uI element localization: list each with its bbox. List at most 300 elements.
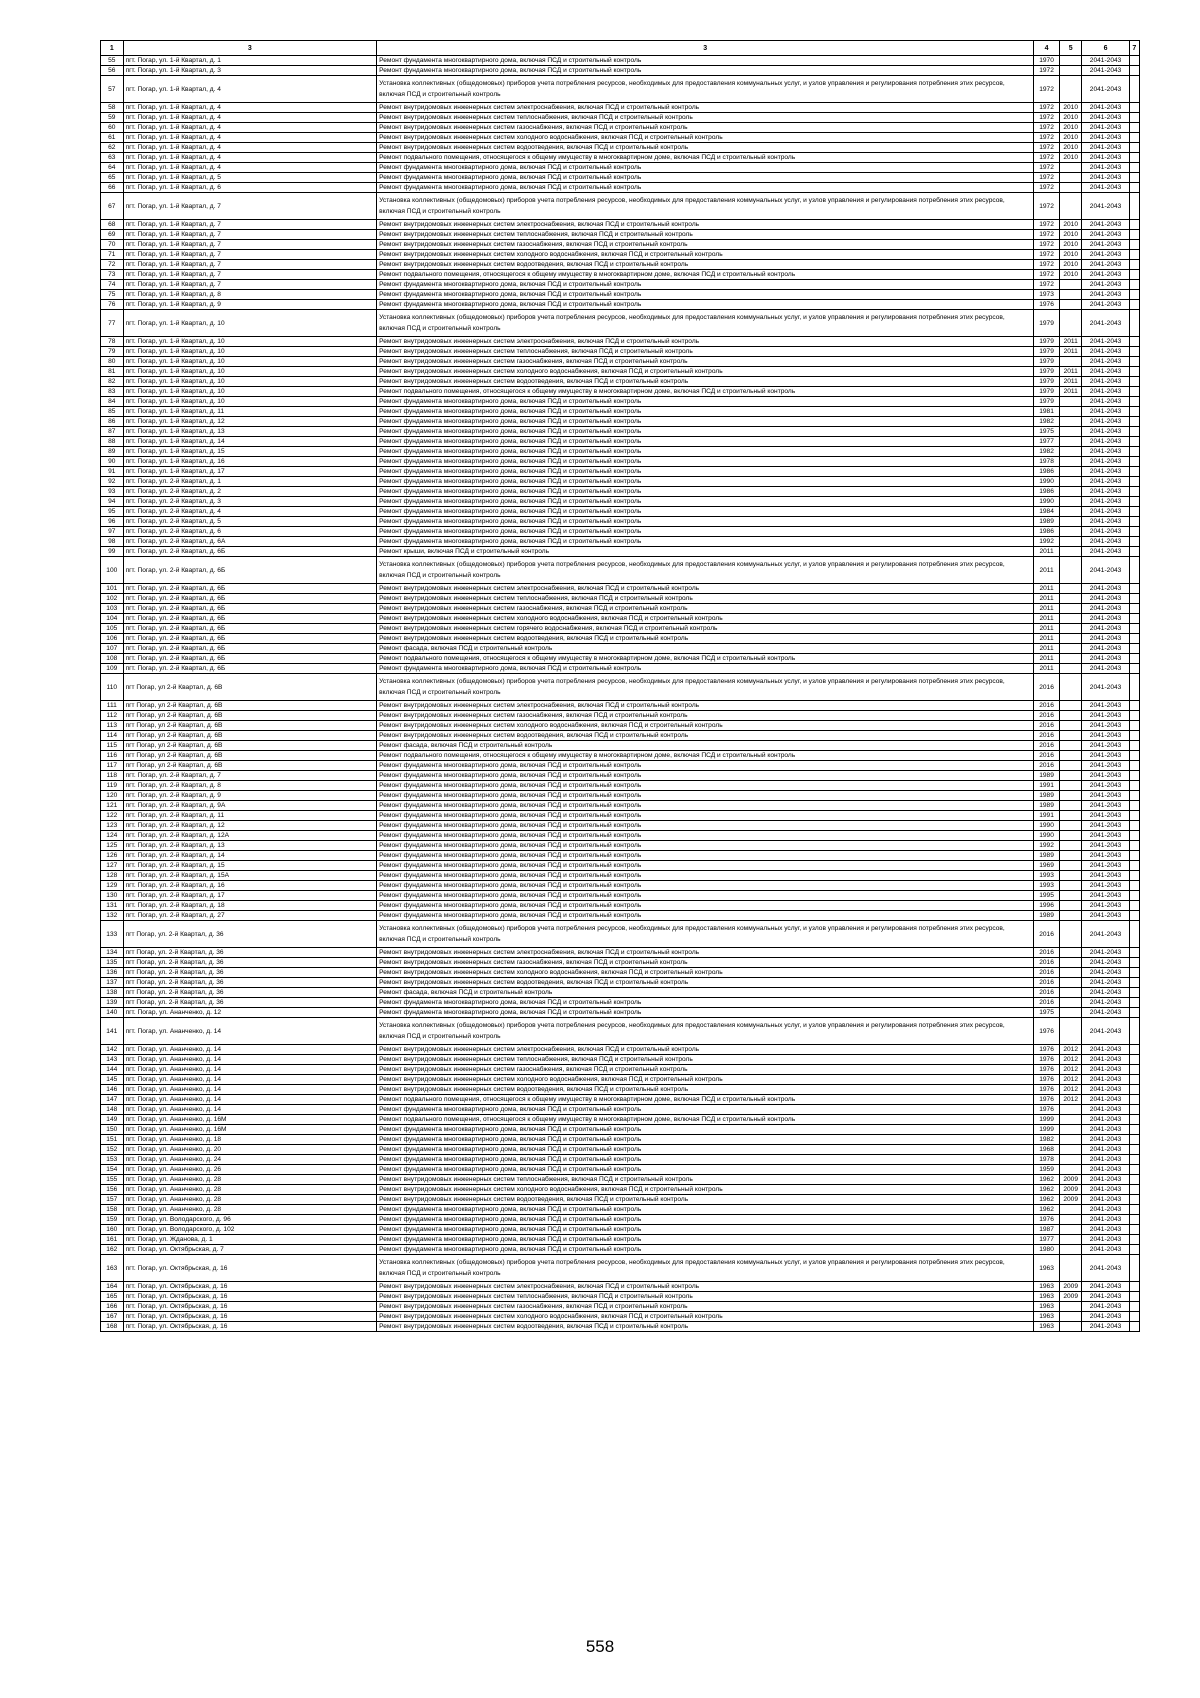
work-type-cell: Ремонт фундамента многоквартирного дома, включая ПСД и строительный контроль xyxy=(377,497,1034,507)
empty-cell xyxy=(1129,901,1139,911)
table-row xyxy=(101,300,1140,310)
year-last-repair-cell xyxy=(1059,1155,1082,1165)
row-number: 142 xyxy=(101,1045,124,1055)
work-type-cell: Ремонт внутридомовых инженерных систем холодного водоснабжения, включая ПСД и строительный контроль xyxy=(377,367,1034,377)
year-last-repair-cell: 2010 xyxy=(1059,260,1082,270)
year-built-cell: 1970 xyxy=(1034,56,1060,66)
work-type-cell: Ремонт фундамента многоквартирного дома, включая ПСД и строительный контроль xyxy=(377,487,1034,497)
year-built-cell: 1977 xyxy=(1034,1235,1060,1245)
empty-cell xyxy=(1129,76,1139,103)
year-last-repair-cell: 2009 xyxy=(1059,1292,1082,1302)
row-number: 153 xyxy=(101,1155,124,1165)
planned-period-cell: 2041-2043 xyxy=(1082,193,1129,220)
year-built-cell: 1972 xyxy=(1034,113,1060,123)
year-built-cell: 1972 xyxy=(1034,173,1060,183)
year-built-cell: 1976 xyxy=(1034,1085,1060,1095)
row-number: 84 xyxy=(101,397,124,407)
work-type-cell: Ремонт внутридомовых инженерных систем теплоснабжения, включая ПСД и строительный контроль xyxy=(377,113,1034,123)
planned-period-cell: 2041-2043 xyxy=(1082,1205,1129,1215)
row-number: 112 xyxy=(101,711,124,721)
year-last-repair-cell: 2012 xyxy=(1059,1085,1082,1095)
year-built-cell: 1972 xyxy=(1034,183,1060,193)
year-built-cell: 1972 xyxy=(1034,163,1060,173)
address-cell: пгт. Погар, ул. 1-й Квартал, д. 7 xyxy=(123,240,377,250)
planned-period-cell: 2041-2043 xyxy=(1082,1008,1129,1018)
empty-cell xyxy=(1129,270,1139,280)
table-row xyxy=(101,801,1140,811)
year-last-repair-cell xyxy=(1059,290,1082,300)
empty-cell xyxy=(1129,1215,1139,1225)
document-sheet xyxy=(100,40,1140,1332)
empty-cell xyxy=(1129,220,1139,230)
empty-cell xyxy=(1129,821,1139,831)
year-last-repair-cell xyxy=(1059,701,1082,711)
address-cell: пгт Погар, ул 2-й Квартал, д. 6В xyxy=(123,721,377,731)
planned-period-cell: 2041-2043 xyxy=(1082,901,1129,911)
table-row xyxy=(101,387,1140,397)
year-last-repair-cell xyxy=(1059,721,1082,731)
empty-cell xyxy=(1129,183,1139,193)
address-cell: пгт. Погар, ул. 2-й Квартал, д. 7 xyxy=(123,771,377,781)
planned-period-cell: 2041-2043 xyxy=(1082,1055,1129,1065)
empty-cell xyxy=(1129,240,1139,250)
table-row xyxy=(101,1195,1140,1205)
address-cell: пгт. Погар, ул. Ананченко, д. 14 xyxy=(123,1065,377,1075)
empty-cell xyxy=(1129,280,1139,290)
row-number: 138 xyxy=(101,988,124,998)
empty-cell xyxy=(1129,387,1139,397)
table-row xyxy=(101,193,1140,220)
work-type-cell: Ремонт внутридомовых инженерных систем электроснабжения, включая ПСД и строительный контроль xyxy=(377,1282,1034,1292)
address-cell: пгт. Погар, ул. 1-й Квартал, д. 11 xyxy=(123,407,377,417)
table-row xyxy=(101,103,1140,113)
year-built-cell: 1972 xyxy=(1034,250,1060,260)
empty-cell xyxy=(1129,614,1139,624)
work-type-cell: Ремонт внутридомовых инженерных систем газоснабжения, включая ПСД и строительный контроль xyxy=(377,958,1034,968)
table-row xyxy=(101,654,1140,664)
row-number: 133 xyxy=(101,921,124,948)
year-built-cell: 2011 xyxy=(1034,584,1060,594)
empty-cell xyxy=(1129,547,1139,557)
empty-cell xyxy=(1129,741,1139,751)
year-built-cell: 1991 xyxy=(1034,781,1060,791)
planned-period-cell: 2041-2043 xyxy=(1082,437,1129,447)
planned-period-cell: 2041-2043 xyxy=(1082,497,1129,507)
year-built-cell: 2016 xyxy=(1034,978,1060,988)
planned-period-cell: 2041-2043 xyxy=(1082,417,1129,427)
address-cell: пгт. Погар, ул. Ананченко, д. 24 xyxy=(123,1155,377,1165)
table-row xyxy=(101,841,1140,851)
year-built-cell: 1962 xyxy=(1034,1195,1060,1205)
address-cell: пгт. Погар, ул. 1-й Квартал, д. 4 xyxy=(123,76,377,103)
row-number: 70 xyxy=(101,240,124,250)
row-number: 72 xyxy=(101,260,124,270)
work-type-cell: Ремонт фундамента многоквартирного дома, включая ПСД и строительный контроль xyxy=(377,1215,1034,1225)
table-row xyxy=(101,527,1140,537)
table-row xyxy=(101,1292,1140,1302)
row-number: 76 xyxy=(101,300,124,310)
empty-cell xyxy=(1129,517,1139,527)
year-built-cell: 1982 xyxy=(1034,417,1060,427)
empty-cell xyxy=(1129,761,1139,771)
header-cell: 1 xyxy=(101,41,124,56)
year-last-repair-cell xyxy=(1059,1322,1082,1332)
work-type-cell: Ремонт внутридомовых инженерных систем газоснабжения, включая ПСД и строительный контроль xyxy=(377,123,1034,133)
row-number: 154 xyxy=(101,1165,124,1175)
year-built-cell: 2011 xyxy=(1034,547,1060,557)
row-number: 105 xyxy=(101,624,124,634)
work-type-cell: Ремонт фундамента многоквартирного дома, включая ПСД и строительный контроль xyxy=(377,397,1034,407)
year-built-cell: 1959 xyxy=(1034,1165,1060,1175)
row-number: 165 xyxy=(101,1292,124,1302)
empty-cell xyxy=(1129,300,1139,310)
year-last-repair-cell xyxy=(1059,527,1082,537)
year-last-repair-cell xyxy=(1059,163,1082,173)
year-built-cell: 2011 xyxy=(1034,634,1060,644)
work-type-cell: Ремонт внутридомовых инженерных систем горячего водоснабжения, включая ПСД и строительный контроль xyxy=(377,624,1034,634)
year-last-repair-cell xyxy=(1059,594,1082,604)
year-last-repair-cell: 2009 xyxy=(1059,1175,1082,1185)
year-last-repair-cell xyxy=(1059,584,1082,594)
empty-cell xyxy=(1129,594,1139,604)
work-type-cell: Ремонт внутридомовых инженерных систем холодного водоснабжения, включая ПСД и строительный контроль xyxy=(377,1185,1034,1195)
empty-cell xyxy=(1129,397,1139,407)
table-row xyxy=(101,978,1140,988)
row-number: 69 xyxy=(101,230,124,240)
planned-period-cell: 2041-2043 xyxy=(1082,604,1129,614)
work-type-cell: Ремонт внутридомовых инженерных систем теплоснабжения, включая ПСД и строительный контроль xyxy=(377,347,1034,357)
year-built-cell: 2011 xyxy=(1034,664,1060,674)
row-number: 78 xyxy=(101,337,124,347)
empty-cell xyxy=(1129,1145,1139,1155)
empty-cell xyxy=(1129,407,1139,417)
year-last-repair-cell xyxy=(1059,357,1082,367)
year-built-cell: 2011 xyxy=(1034,557,1060,584)
work-type-cell: Ремонт фундамента многоквартирного дома, включая ПСД и строительный контроль xyxy=(377,771,1034,781)
table-row xyxy=(101,407,1140,417)
empty-cell xyxy=(1129,624,1139,634)
row-number: 97 xyxy=(101,527,124,537)
address-cell: пгт. Погар, ул. 2-й Квартал, д. 12 xyxy=(123,821,377,831)
planned-period-cell: 2041-2043 xyxy=(1082,1215,1129,1225)
row-number: 59 xyxy=(101,113,124,123)
work-type-cell: Ремонт фундамента многоквартирного дома, включая ПСД и строительный контроль xyxy=(377,467,1034,477)
row-number: 109 xyxy=(101,664,124,674)
row-number: 118 xyxy=(101,771,124,781)
work-type-cell: Ремонт внутридомовых инженерных систем электроснабжения, включая ПСД и строительный контроль xyxy=(377,701,1034,711)
empty-cell xyxy=(1129,1055,1139,1065)
address-cell: пгт. Погар, ул. 1-й Квартал, д. 9 xyxy=(123,300,377,310)
table-row xyxy=(101,123,1140,133)
year-built-cell: 1978 xyxy=(1034,457,1060,467)
year-last-repair-cell xyxy=(1059,674,1082,701)
table-row xyxy=(101,1312,1140,1322)
year-last-repair-cell: 2012 xyxy=(1059,1065,1082,1075)
planned-period-cell: 2041-2043 xyxy=(1082,1195,1129,1205)
year-built-cell: 1992 xyxy=(1034,537,1060,547)
work-type-cell: Ремонт фундамента многоквартирного дома, включая ПСД и строительный контроль xyxy=(377,881,1034,891)
year-last-repair-cell xyxy=(1059,654,1082,664)
row-number: 158 xyxy=(101,1205,124,1215)
work-type-cell: Ремонт фасада, включая ПСД и строительный контроль xyxy=(377,741,1034,751)
empty-cell xyxy=(1129,871,1139,881)
year-last-repair-cell xyxy=(1059,781,1082,791)
address-cell: пгт Погар, ул. 2-й Квартал, д. 36 xyxy=(123,948,377,958)
address-cell: пгт. Погар, ул. 2-й Квартал, д. 6 xyxy=(123,527,377,537)
work-type-cell: Ремонт фундамента многоквартирного дома, включая ПСД и строительный контроль xyxy=(377,173,1034,183)
year-built-cell: 1982 xyxy=(1034,447,1060,457)
empty-cell xyxy=(1129,644,1139,654)
work-type-cell: Ремонт внутридомовых инженерных систем электроснабжения, включая ПСД и строительный контроль xyxy=(377,584,1034,594)
page-number: 558 xyxy=(585,1637,615,1656)
year-last-repair-cell xyxy=(1059,664,1082,674)
year-last-repair-cell xyxy=(1059,998,1082,1008)
table-row xyxy=(101,771,1140,781)
planned-period-cell: 2041-2043 xyxy=(1082,113,1129,123)
work-type-cell: Ремонт фундамента многоквартирного дома, включая ПСД и строительный контроль xyxy=(377,791,1034,801)
row-number: 85 xyxy=(101,407,124,417)
empty-cell xyxy=(1129,437,1139,447)
table-row xyxy=(101,1085,1140,1095)
year-last-repair-cell xyxy=(1059,761,1082,771)
planned-period-cell: 2041-2043 xyxy=(1082,751,1129,761)
year-built-cell: 1973 xyxy=(1034,290,1060,300)
planned-period-cell: 2041-2043 xyxy=(1082,143,1129,153)
year-built-cell: 1979 xyxy=(1034,310,1060,337)
address-cell: пгт. Погар, ул. Володарского, д. 96 xyxy=(123,1215,377,1225)
table-row xyxy=(101,557,1140,584)
table-row xyxy=(101,1115,1140,1125)
year-last-repair-cell xyxy=(1059,1245,1082,1255)
table-row xyxy=(101,377,1140,387)
year-last-repair-cell xyxy=(1059,1225,1082,1235)
year-last-repair-cell xyxy=(1059,487,1082,497)
year-last-repair-cell xyxy=(1059,477,1082,487)
empty-cell xyxy=(1129,417,1139,427)
header-cell: 4 xyxy=(1034,41,1060,56)
address-cell: пгт. Погар, ул. 1-й Квартал, д. 10 xyxy=(123,337,377,347)
year-last-repair-cell xyxy=(1059,948,1082,958)
row-number: 98 xyxy=(101,537,124,547)
empty-cell xyxy=(1129,230,1139,240)
year-last-repair-cell xyxy=(1059,1255,1082,1282)
empty-cell xyxy=(1129,831,1139,841)
row-number: 139 xyxy=(101,998,124,1008)
year-built-cell: 1979 xyxy=(1034,337,1060,347)
work-type-cell: Ремонт фундамента многоквартирного дома, включая ПСД и строительный контроль xyxy=(377,781,1034,791)
empty-cell xyxy=(1129,731,1139,741)
empty-cell xyxy=(1129,507,1139,517)
planned-period-cell: 2041-2043 xyxy=(1082,507,1129,517)
planned-period-cell: 2041-2043 xyxy=(1082,634,1129,644)
work-type-cell: Ремонт фундамента многоквартирного дома, включая ПСД и строительный контроль xyxy=(377,1105,1034,1115)
table-row xyxy=(101,1018,1140,1045)
row-number: 149 xyxy=(101,1115,124,1125)
work-type-cell: Ремонт внутридомовых инженерных систем водоотведения, включая ПСД и строительный контроль xyxy=(377,634,1034,644)
row-number: 90 xyxy=(101,457,124,467)
year-last-repair-cell xyxy=(1059,56,1082,66)
address-cell: пгт. Погар, ул. 2-й Квартал, д. 18 xyxy=(123,901,377,911)
work-type-cell: Ремонт внутридомовых инженерных систем водоотведения, включая ПСД и строительный контроль xyxy=(377,1322,1034,1332)
planned-period-cell: 2041-2043 xyxy=(1082,1322,1129,1332)
table-row xyxy=(101,811,1140,821)
row-number: 81 xyxy=(101,367,124,377)
year-last-repair-cell xyxy=(1059,634,1082,644)
address-cell: пгт. Погар, ул. 2-й Квартал, д. 6Б xyxy=(123,624,377,634)
empty-cell xyxy=(1129,811,1139,821)
year-last-repair-cell xyxy=(1059,958,1082,968)
address-cell: пгт. Погар, ул. 1-й Квартал, д. 3 xyxy=(123,66,377,76)
planned-period-cell: 2041-2043 xyxy=(1082,220,1129,230)
empty-cell xyxy=(1129,1075,1139,1085)
work-type-cell: Ремонт фундамента многоквартирного дома, включая ПСД и строительный контроль xyxy=(377,437,1034,447)
address-cell: пгт Погар, ул 2-й Квартал, д. 6В xyxy=(123,674,377,701)
year-built-cell: 1972 xyxy=(1034,66,1060,76)
empty-cell xyxy=(1129,1018,1139,1045)
address-cell: пгт. Погар, ул. 2-й Квартал, д. 4 xyxy=(123,507,377,517)
table-row xyxy=(101,1215,1140,1225)
year-last-repair-cell xyxy=(1059,1165,1082,1175)
address-cell: пгт. Погар, ул. 2-й Квартал, д. 8 xyxy=(123,781,377,791)
year-built-cell: 1984 xyxy=(1034,507,1060,517)
address-cell: пгт. Погар, ул. Ананченко, д. 14 xyxy=(123,1105,377,1115)
table-row xyxy=(101,821,1140,831)
work-type-cell: Ремонт фундамента многоквартирного дома, включая ПСД и строительный контроль xyxy=(377,183,1034,193)
work-type-cell: Ремонт фундамента многоквартирного дома, включая ПСД и строительный контроль xyxy=(377,851,1034,861)
address-cell: пгт. Погар, ул. 1-й Квартал, д. 12 xyxy=(123,417,377,427)
empty-cell xyxy=(1129,1008,1139,1018)
row-number: 106 xyxy=(101,634,124,644)
year-last-repair-cell: 2009 xyxy=(1059,1195,1082,1205)
address-cell: пгт. Погар, ул. 1-й Квартал, д. 15 xyxy=(123,447,377,457)
empty-cell xyxy=(1129,968,1139,978)
row-number: 146 xyxy=(101,1085,124,1095)
empty-cell xyxy=(1129,801,1139,811)
planned-period-cell: 2041-2043 xyxy=(1082,1115,1129,1125)
table-row xyxy=(101,113,1140,123)
row-number: 136 xyxy=(101,968,124,978)
table-row xyxy=(101,1282,1140,1292)
empty-cell xyxy=(1129,881,1139,891)
table-row xyxy=(101,851,1140,861)
address-cell: пгт. Погар, ул. 2-й Квартал, д. 17 xyxy=(123,891,377,901)
work-type-cell: Ремонт внутридомовых инженерных систем теплоснабжения, включая ПСД и строительный контроль xyxy=(377,1292,1034,1302)
work-type-cell: Ремонт внутридомовых инженерных систем электроснабжения, включая ПСД и строительный контроль xyxy=(377,220,1034,230)
year-built-cell: 1975 xyxy=(1034,1008,1060,1018)
year-built-cell: 1982 xyxy=(1034,1135,1060,1145)
planned-period-cell: 2041-2043 xyxy=(1082,781,1129,791)
empty-cell xyxy=(1129,347,1139,357)
planned-period-cell: 2041-2043 xyxy=(1082,527,1129,537)
address-cell: пгт. Погар, ул. 1-й Квартал, д. 4 xyxy=(123,123,377,133)
work-type-cell: Ремонт внутридомовых инженерных систем холодного водоснабжения, включая ПСД и строительный контроль xyxy=(377,968,1034,978)
address-cell: пгт Погар, ул. 2-й Квартал, д. 36 xyxy=(123,998,377,1008)
address-cell: пгт. Погар, ул. Октябрьская, д. 16 xyxy=(123,1255,377,1282)
year-last-repair-cell xyxy=(1059,841,1082,851)
planned-period-cell: 2041-2043 xyxy=(1082,310,1129,337)
planned-period-cell: 2041-2043 xyxy=(1082,240,1129,250)
table-row xyxy=(101,1225,1140,1235)
empty-cell xyxy=(1129,781,1139,791)
planned-period-cell: 2041-2043 xyxy=(1082,270,1129,280)
row-number: 75 xyxy=(101,290,124,300)
planned-period-cell: 2041-2043 xyxy=(1082,1165,1129,1175)
work-type-cell: Ремонт подвального помещения, относящегося к общему имуществу в многоквартирном доме, включая ПСД и строительный контроль xyxy=(377,751,1034,761)
address-cell: пгт. Погар, ул. 1-й Квартал, д. 14 xyxy=(123,437,377,447)
year-built-cell: 2016 xyxy=(1034,998,1060,1008)
address-cell: пгт. Погар, ул. 1-й Квартал, д. 10 xyxy=(123,310,377,337)
table-row xyxy=(101,674,1140,701)
table-row xyxy=(101,230,1140,240)
year-built-cell: 1981 xyxy=(1034,407,1060,417)
address-cell: пгт. Погар, ул. 2-й Квартал, д. 6Б xyxy=(123,604,377,614)
row-number: 116 xyxy=(101,751,124,761)
address-cell: пгт. Погар, ул. 1-й Квартал, д. 5 xyxy=(123,173,377,183)
work-type-cell: Ремонт фундамента многоквартирного дома, включая ПСД и строительный контроль xyxy=(377,861,1034,871)
table-row xyxy=(101,1255,1140,1282)
address-cell: пгт. Погар, ул. Ананченко, д. 16М xyxy=(123,1115,377,1125)
row-number: 64 xyxy=(101,163,124,173)
empty-cell xyxy=(1129,377,1139,387)
year-last-repair-cell: 2010 xyxy=(1059,103,1082,113)
empty-cell xyxy=(1129,978,1139,988)
work-type-cell: Ремонт внутридомовых инженерных систем газоснабжения, включая ПСД и строительный контроль xyxy=(377,1065,1034,1075)
work-type-cell: Ремонт фундамента многоквартирного дома, включая ПСД и строительный контроль xyxy=(377,1125,1034,1135)
empty-cell xyxy=(1129,153,1139,163)
year-last-repair-cell: 2011 xyxy=(1059,337,1082,347)
year-built-cell: 1995 xyxy=(1034,891,1060,901)
row-number: 157 xyxy=(101,1195,124,1205)
planned-period-cell: 2041-2043 xyxy=(1082,173,1129,183)
work-type-cell: Установка коллективных (общедомовых) приборов учета потребления ресурсов, необходимых для предоставления коммунальных услуг, и узлов управления и регулирования потребления этих ресурсов, включая ПСД и строительный контроль xyxy=(377,1255,1034,1282)
planned-period-cell: 2041-2043 xyxy=(1082,594,1129,604)
work-type-cell: Ремонт внутридомовых инженерных систем газоснабжения, включая ПСД и строительный контроль xyxy=(377,1302,1034,1312)
table-row xyxy=(101,791,1140,801)
table-row xyxy=(101,1205,1140,1215)
planned-period-cell: 2041-2043 xyxy=(1082,367,1129,377)
year-last-repair-cell xyxy=(1059,911,1082,921)
year-built-cell: 2011 xyxy=(1034,614,1060,624)
work-type-cell: Ремонт фундамента многоквартирного дома, включая ПСД и строительный контроль xyxy=(377,66,1034,76)
work-type-cell: Ремонт фундамента многоквартирного дома, включая ПСД и строительный контроль xyxy=(377,841,1034,851)
year-last-repair-cell: 2010 xyxy=(1059,230,1082,240)
year-built-cell: 1972 xyxy=(1034,270,1060,280)
table-row xyxy=(101,1145,1140,1155)
empty-cell xyxy=(1129,1135,1139,1145)
planned-period-cell: 2041-2043 xyxy=(1082,968,1129,978)
address-cell: пгт. Погар, ул. 1-й Квартал, д. 10 xyxy=(123,367,377,377)
work-type-cell: Установка коллективных (общедомовых) приборов учета потребления ресурсов, необходимых для предоставления коммунальных услуг, и узлов управления и регулирования потребления этих ресурсов, включая ПСД и строительный контроль xyxy=(377,921,1034,948)
table-row xyxy=(101,634,1140,644)
empty-cell xyxy=(1129,1292,1139,1302)
row-number: 163 xyxy=(101,1255,124,1282)
year-last-repair-cell xyxy=(1059,1302,1082,1312)
work-type-cell: Ремонт фундамента многоквартирного дома, включая ПСД и строительный контроль xyxy=(377,911,1034,921)
address-cell: пгт. Погар, ул. Ананченко, д. 14 xyxy=(123,1045,377,1055)
empty-cell xyxy=(1129,310,1139,337)
year-last-repair-cell: 2012 xyxy=(1059,1095,1082,1105)
header-cell: 7 xyxy=(1129,41,1139,56)
row-number: 147 xyxy=(101,1095,124,1105)
year-last-repair-cell xyxy=(1059,851,1082,861)
row-number: 151 xyxy=(101,1135,124,1145)
row-number: 145 xyxy=(101,1075,124,1085)
empty-cell xyxy=(1129,1185,1139,1195)
work-type-cell: Ремонт внутридомовых инженерных систем водоотведения, включая ПСД и строительный контроль xyxy=(377,260,1034,270)
planned-period-cell: 2041-2043 xyxy=(1082,183,1129,193)
row-number: 100 xyxy=(101,557,124,584)
planned-period-cell: 2041-2043 xyxy=(1082,701,1129,711)
